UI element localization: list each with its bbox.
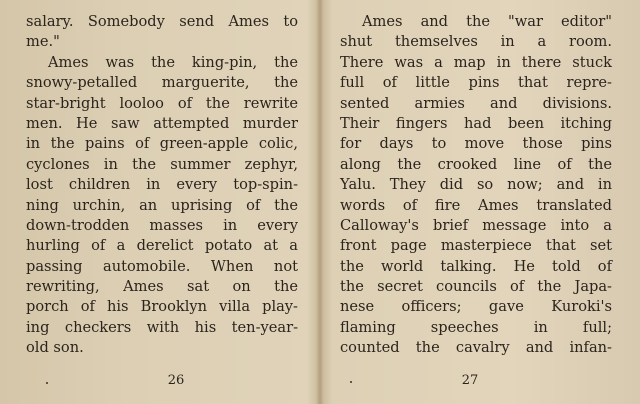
- text-line: porch of his Brooklyn villa play-: [26, 298, 298, 316]
- text-line: men. He saw attempted murder: [26, 114, 298, 132]
- paper-speck: [350, 381, 352, 383]
- text-line: Calloway's brief message into a: [340, 216, 612, 234]
- text-line: ing checkers with his ten-year-: [26, 318, 298, 336]
- text-line: nese officers; gave Kuroki's: [340, 298, 612, 316]
- right-page: [340, 12, 612, 402]
- text-line: rewriting, Ames sat on the: [26, 278, 298, 296]
- text-line: ning urchin, an uprising of the: [26, 196, 298, 214]
- text-line: along the crooked line of the: [340, 155, 612, 173]
- text-line: front page masterpiece that set: [340, 237, 612, 255]
- text-line: flaming speeches in full;: [340, 318, 612, 336]
- text-line: the secret councils of the Japa-: [340, 278, 612, 296]
- text-line: in the pains of green-apple colic,: [26, 135, 298, 153]
- text-line: There was a map in there stuck: [340, 53, 612, 71]
- text-line: hurling of a derelict potato at a: [26, 237, 298, 255]
- text-line: me.": [26, 33, 60, 51]
- right-page-text: [340, 12, 612, 359]
- text-line: passing automobile. When not: [26, 257, 298, 275]
- text-line: lost children in every top-spin-: [26, 176, 298, 194]
- text-line: full of little pins that repre-: [340, 74, 612, 92]
- text-line: cyclones in the summer zephyr,: [26, 155, 298, 173]
- text-line: shut themselves in a room.: [340, 33, 612, 51]
- text-line: counted the cavalry and infan-: [340, 339, 612, 357]
- text-line: salary. Somebody send Ames to: [26, 13, 298, 30]
- left-page: [26, 12, 298, 402]
- text-line: star-bright looloo of the rewrite: [26, 94, 298, 112]
- text-line: Ames was the king-pin, the: [48, 53, 298, 71]
- text-line: old son.: [26, 339, 84, 357]
- text-line: Their fingers had been itching: [340, 114, 612, 132]
- text-line: words of fire Ames translated: [340, 196, 612, 214]
- text-line: snowy-petalled marguerite, the: [26, 74, 298, 92]
- text-line: Ames and the "war editor": [362, 13, 612, 30]
- paper-speck: [46, 382, 48, 384]
- text-line: Yalu. They did so now; and in: [340, 176, 612, 194]
- text-line: for days to move those pins: [340, 135, 612, 153]
- text-line: down-trodden masses in every: [26, 216, 298, 234]
- page-number: 27: [461, 373, 479, 388]
- text-line: the world talking. He told of: [340, 257, 612, 275]
- book-gutter: [316, 0, 324, 404]
- text-line: sented armies and divisions.: [340, 94, 612, 112]
- page-number: 26: [167, 373, 185, 388]
- left-page-text: [26, 12, 298, 359]
